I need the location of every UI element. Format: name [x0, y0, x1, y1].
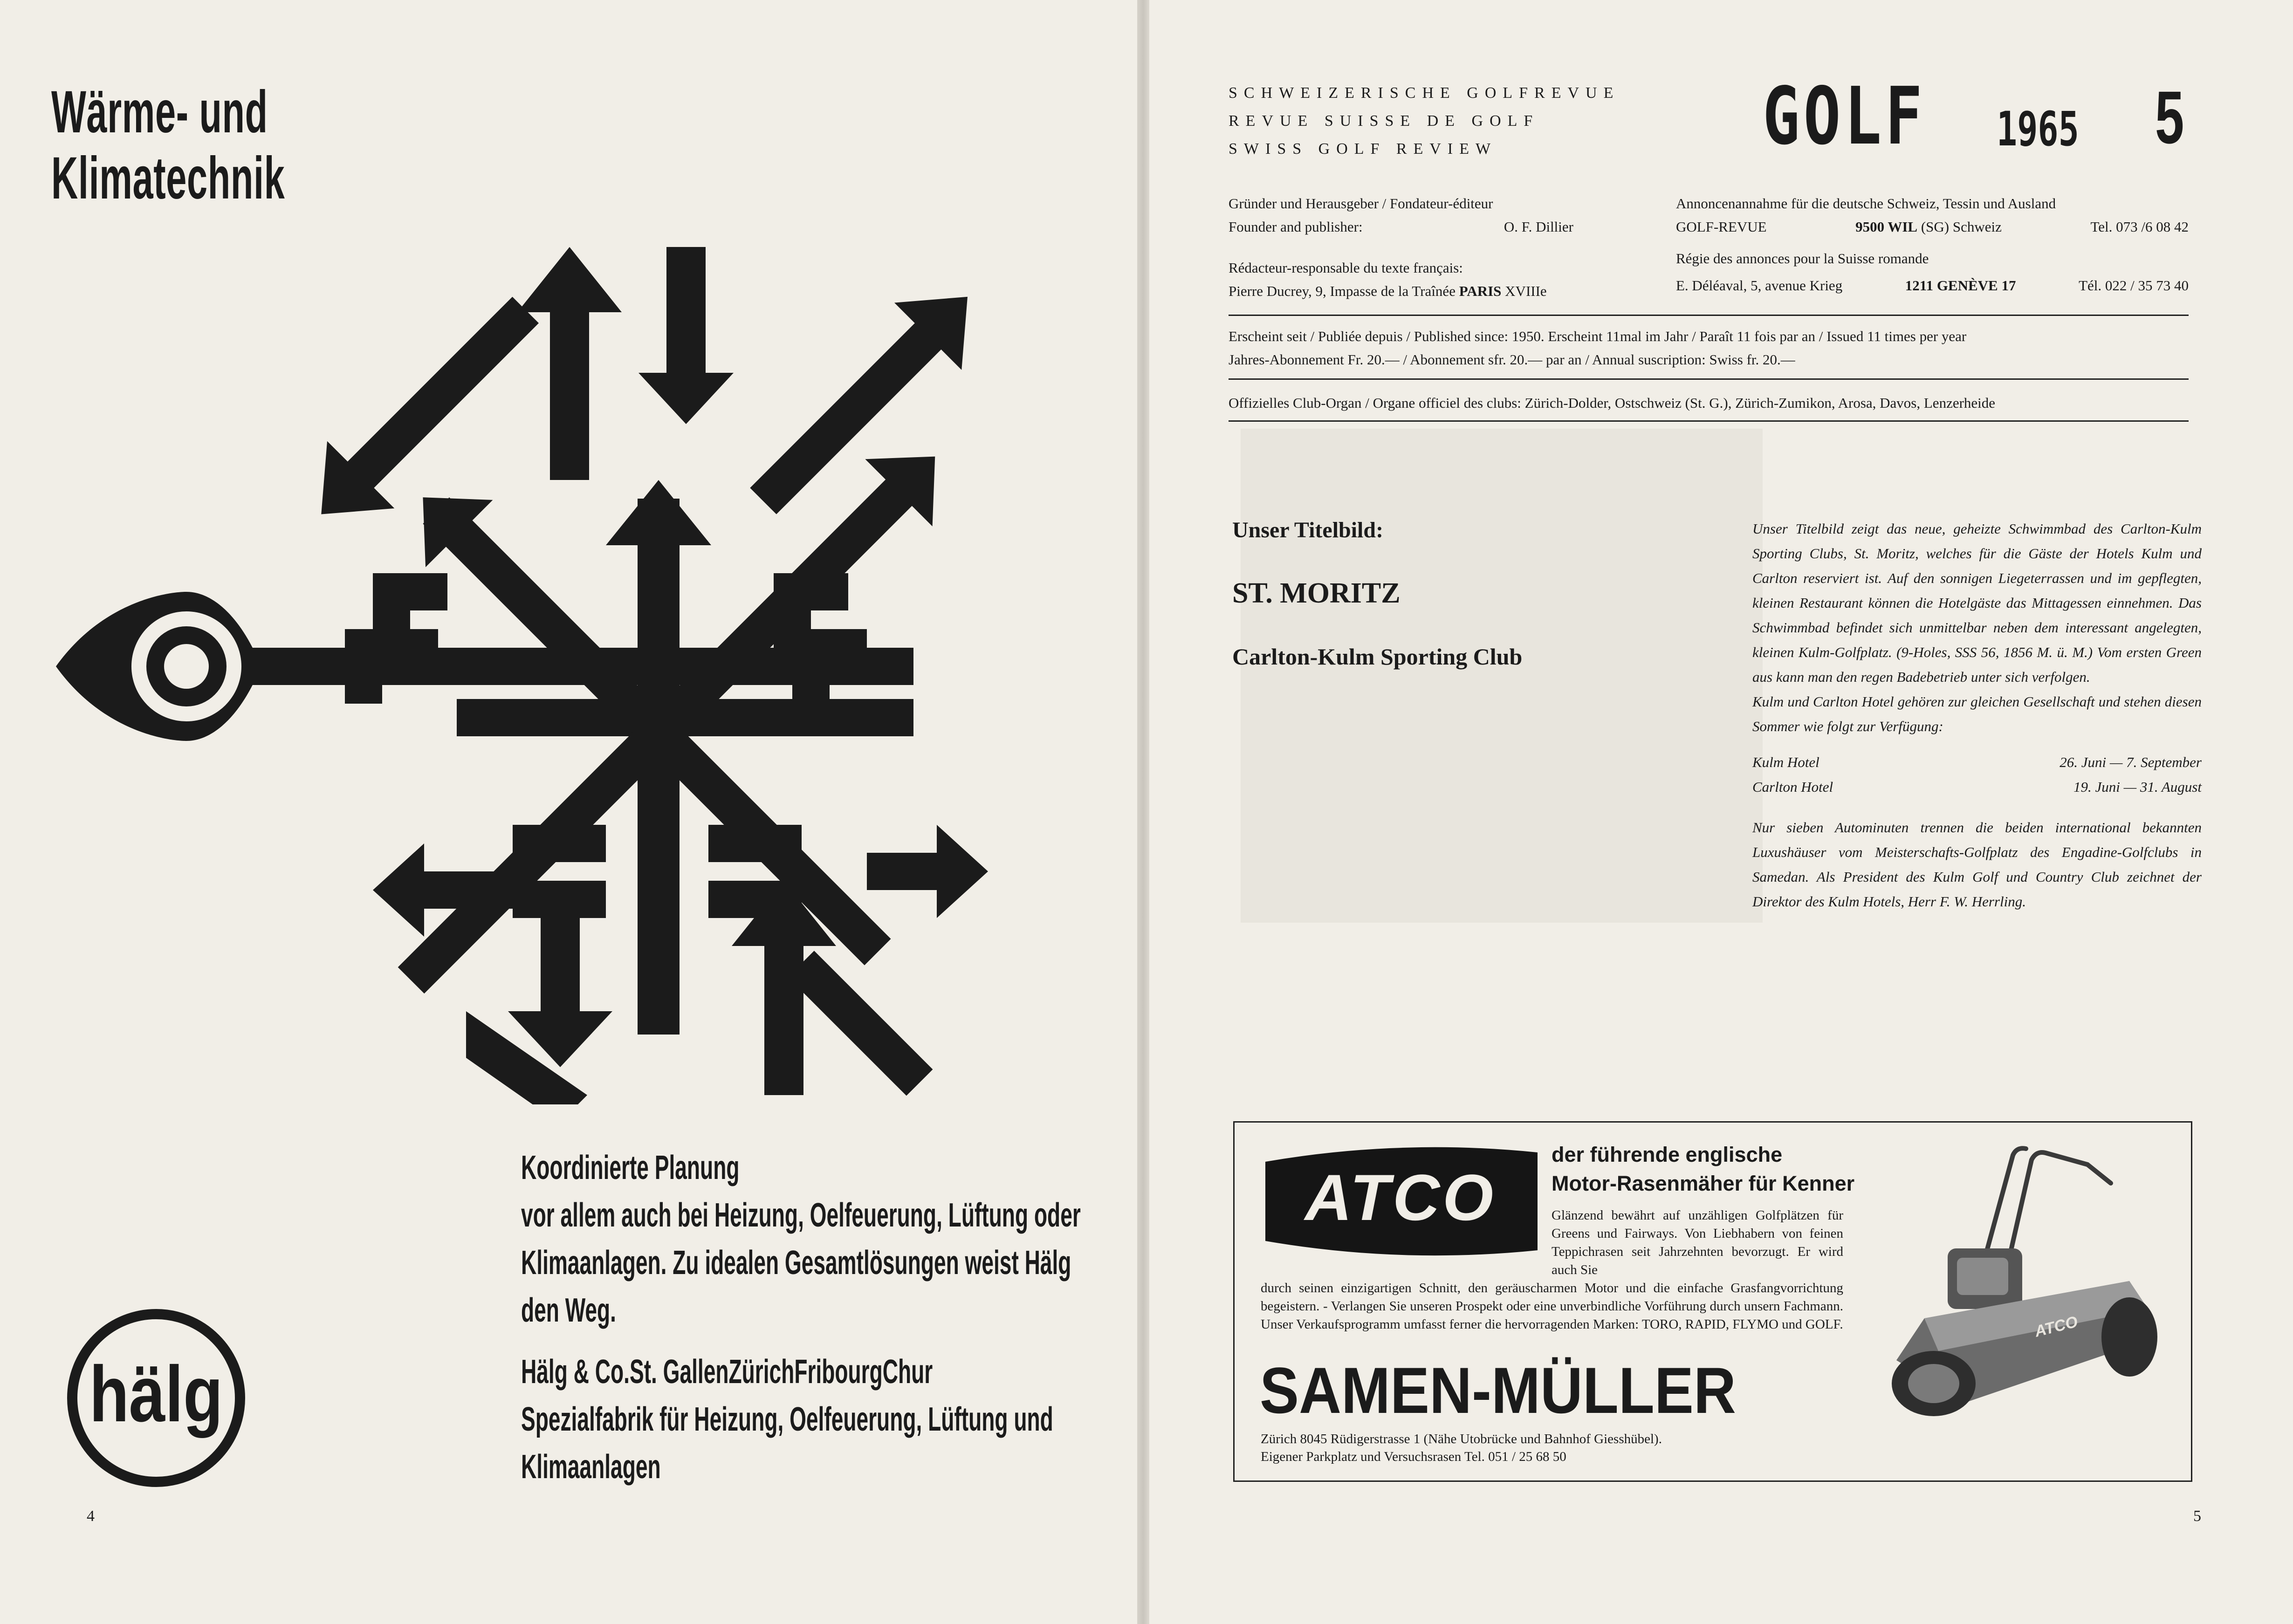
cover-place: ST. MORITZ: [1232, 577, 1401, 609]
masthead-de: SCHWEIZERISCHE GOLFREVUE: [1229, 84, 1620, 102]
founder-label-en: Founder and publisher:: [1229, 219, 1363, 235]
ads-de-city: 9500 WIL: [1855, 219, 1918, 235]
company-name: Hälg & Co.: [521, 1353, 630, 1391]
ads-de-name: GOLF-REVUE: [1676, 219, 1767, 235]
dealer-address-2: Eigener Parkplatz und Versuchsrasen Tel. 051 / 25 68 50: [1261, 1449, 1566, 1464]
cover-label: Unser Titelbild:: [1232, 518, 1384, 542]
hotel-date-row: [1752, 774, 2202, 799]
masthead-en: SWISS GOLF REVIEW: [1229, 140, 1497, 158]
hotel-name: Kulm Hotel: [1752, 754, 1819, 770]
cover-club: Carlton-Kulm Sporting Club: [1232, 644, 1523, 670]
hotel-name: Carlton Hotel: [1752, 779, 1833, 795]
founder-label: Gründer und Herausgeber / Fondateur-éditeur: [1229, 195, 1493, 212]
rule-2: [1229, 378, 2189, 380]
atco-logo: [1261, 1143, 1542, 1260]
arrow-star-emblem: [47, 219, 1053, 1104]
city-zurich: Zürich: [728, 1353, 795, 1391]
masthead: [1229, 79, 1620, 163]
dealer-name: SAMEN-MÜLLER: [1260, 1354, 1736, 1427]
city-fribourg: Fribourg: [794, 1353, 883, 1391]
heading-line-2: Klimatechnik: [51, 145, 285, 212]
ad-line-3: den Weg.: [521, 1292, 616, 1329]
ads-fr-line: [1676, 274, 2189, 297]
ad-intro: Koordinierte Planung: [521, 1149, 740, 1186]
heading-line-1: Wärme- und: [51, 79, 268, 145]
page-number-left: 4: [87, 1508, 95, 1525]
magazine-year: 1965: [1997, 102, 2079, 157]
magazine-title: GOLF: [1763, 70, 1926, 163]
svg-text:hälg: hälg: [89, 1349, 223, 1439]
ad-line-1: vor allem auch bei Heizung, Oelfeuerung, Lüftung oder: [521, 1197, 1081, 1234]
lawnmower-photo: [1868, 1141, 2176, 1449]
ad-copy: [521, 1144, 1081, 1491]
book-gutter: [1137, 0, 1149, 1624]
cover-text-1: Unser Titelbild zeigt das neue, geheizte Schwimmbad des Carlton-Kulm Sporting Clubs, St. Moritz, welches für die Gäste der Hotels Kulm und Carlton reserviert ist. Auf den sonnigen Liegeterrassen und im gepflegten, kleinen Restaurant können die Hotelgäste das Mittagessen einnehmen. Das Schwimmbad befindet sich unmittelbar neben dem interessant angelegten, kleinen Kulm-Golfplatz. (9-Holes, SSS 56, 1856 M. ü. M.) Vom ersten Green aus kann man den regen Badebetrieb unter sich verfolgen.: [1752, 521, 2202, 685]
issue-number: 5: [2155, 75, 2184, 159]
dealer-address: [1261, 1430, 1662, 1466]
atco-body-2: durch seinen einzigartigen Schnitt, den geräuscharmen Motor und die einfache Grasfangvorrichtung begeistern. - Verlangen Sie unseren Prospekt oder eine unverbindliche Vorführung durch unsern Fachmann. Unser Verkaufsprogramm umfasst ferner die hervorragenden Marken: TORO, RAPID, FLYMO und GOLF.: [1261, 1281, 1843, 1332]
company-cities-line: [521, 1348, 933, 1396]
haelg-logo: [63, 1305, 249, 1491]
editor-address-district: XVIIIe: [1505, 283, 1547, 299]
ads-fr-tel: Tél. 022 / 35 73 40: [2079, 277, 2189, 294]
atco-headline: [1552, 1140, 1854, 1198]
ads-fr-address: E. Déléaval, 5, avenue Krieg: [1676, 277, 1843, 294]
publication-info: [1229, 325, 2189, 371]
editor-address: [1229, 280, 1547, 303]
specialty-line-2: Klimaanlagen: [521, 1448, 661, 1486]
rule-1: [1229, 315, 2189, 316]
left-page: [0, 0, 1137, 1624]
svg-text:ATCO: ATCO: [1304, 1161, 1497, 1234]
publication-info-2: Jahres-Abonnement Fr. 20.— / Abonnement sfr. 20.— par an / Annual suscription: Swiss fr. 20.—: [1229, 351, 1795, 368]
right-page: [1149, 0, 2293, 1624]
editor-address-street: Pierre Ducrey, 9, Impasse de la Traînée: [1229, 283, 1455, 299]
hotel-dates: [1752, 750, 2202, 799]
ad-line-2: Klimaanlagen. Zu idealen Gesamtlösungen weist Hälg: [521, 1244, 1071, 1281]
hotel-period: 26. Juni — 7. September: [2060, 754, 2202, 770]
club-organ: Offizielles Club-Organ / Organe officiel des clubs: Zürich-Dolder, Ostschweiz (St. G.), Zürich-Zumikon, Arosa, Davos, Lenzerheide: [1229, 395, 1996, 411]
ads-fr-city: 1211 GENÈVE 17: [1905, 277, 2016, 294]
page-number-right: 5: [2193, 1508, 2201, 1525]
cover-description: [1752, 516, 2202, 914]
city-chur: Chur: [882, 1353, 933, 1391]
cover-text-3: Nur sieben Autominuten trennen die beiden international bekannten Luxushäuser vom Meisterschafts-Golfplatz des Engadine-Golfclubs in Samedan. Als President des Kulm Golf und Country Club zeichnet der Direktor des Kulm Hotels, Herr F. W. Herrling.: [1752, 819, 2202, 910]
hotel-date-row: [1752, 750, 2202, 774]
specialty-line-1: Spezialfabrik für Heizung, Oelfeuerung, Lüftung und: [521, 1401, 1053, 1438]
svg-text:ATCO: ATCO: [2032, 1313, 2080, 1341]
founder-name: O. F. Dillier: [1503, 219, 1573, 235]
cover-text-2: Kulm und Carlton Hotel gehören zur gleichen Gesellschaft und stehen diesen Sommer wie folgt zur Verfügung:: [1752, 693, 2202, 734]
publication-info-1: Erscheint seit / Publiée depuis / Published since: 1950. Erscheint 11mal im Jahr / Paraît 11 fois par an / Issued 11 times per year: [1229, 328, 1967, 344]
ad-heading: [51, 79, 369, 212]
masthead-fr: REVUE SUISSE DE GOLF: [1229, 112, 1539, 130]
atco-headline-2: Motor-Rasenmäher für Kenner: [1552, 1172, 1855, 1195]
ads-de-region: (SG) Schweiz: [1921, 219, 2002, 235]
city-st-gallen: St. Gallen: [629, 1353, 729, 1391]
hotel-period: 19. Juni — 31. August: [2073, 779, 2202, 795]
ads-de-tel: Tel. 073 /6 08 42: [2090, 219, 2189, 235]
ads-de-label: Annoncenannahme für die deutsche Schweiz, Tessin und Ausland: [1676, 195, 2056, 212]
ads-fr-label: Régie des annonces pour la Suisse romande: [1676, 250, 1929, 267]
atco-headline-1: der führende englische: [1552, 1143, 1783, 1166]
editor-address-city: PARIS: [1459, 283, 1502, 299]
founder-line: [1229, 215, 1573, 239]
ads-de-line: [1676, 215, 2189, 239]
atco-advertisement: [1233, 1121, 2192, 1482]
show-through-shadow: [1241, 429, 1763, 923]
atco-body-1: Glänzend bewährt auf unzähligen Golfplätzen für Greens und Fairways. Von Liebhabern von feinen Teppichrasen seit Jahrzehnten bevorzugt. Er wird auch Sie: [1552, 1208, 1843, 1277]
dealer-address-1: Zürich 8045 Rüdigerstrasse 1 (Nähe Utobrücke und Bahnhof Giesshübel).: [1261, 1432, 1662, 1446]
rule-3: [1229, 420, 2189, 422]
editor-label: Rédacteur-responsable du texte français:: [1229, 260, 1463, 276]
